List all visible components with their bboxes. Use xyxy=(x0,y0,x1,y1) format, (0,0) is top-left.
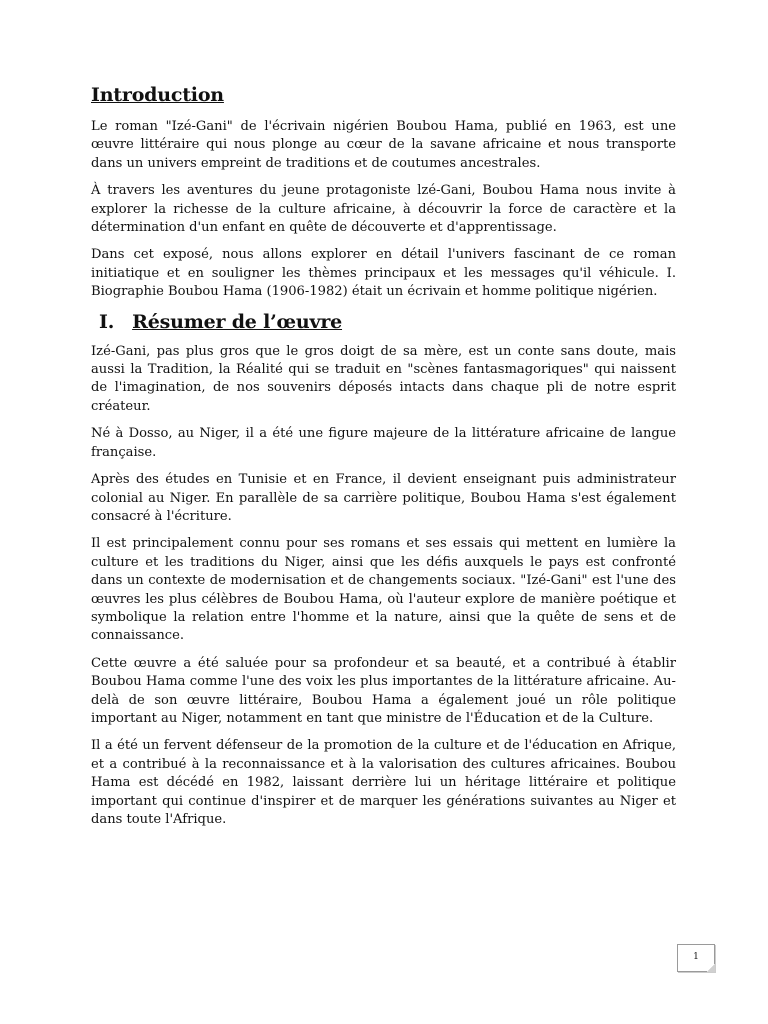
section-paragraph: Il a été un fervent défenseur de la promotion de la culture et de l'éducation en Afrique, et a contribué à la reconnaissance et à la valorisation des cultures africaines. Boubou Hama est décédé en 1982, laissant derrière lui un héritage littéraire et politique important qui continue d'inspirer et de marquer les générations suivantes au Niger et dans toute l'Afrique. xyxy=(91,738,676,827)
section-number: I. xyxy=(99,310,115,333)
page-number-box: 1 xyxy=(677,944,715,972)
intro-paragraph: Dans cet exposé, nous allons explorer en détail l'univers fascinant de ce roman initiatique et en souligner les thèmes principaux et les messages qu'il véhicule. I. Biographie Boubou Hama (1906-1982) était un écrivain et homme politique nigérien. xyxy=(91,247,676,300)
section-paragraph: Après des études en Tunisie et en France, il devient enseignant puis administrateur colonial au Niger. En parallèle de sa carrière politique, Boubou Hama s'est également consacré à l'écriture. xyxy=(91,472,676,524)
section-paragraph: Izé-Gani, pas plus gros que le gros doigt de sa mère, est un conte sans doute, mais aussi la Tradition, la Réalité qui se traduit en "scènes fantasmagoriques" qui naissent de l'imagination, de nos souvenirs déposés intacts dans chaque pli de notre esprit créateur. xyxy=(91,343,676,414)
section-paragraph: Il est principalement connu pour ses romans et ses essais qui mettent en lumière la culture et les traditions du Niger, ainsi que les défis auxquels le pays est confronté dans un contexte de modernisation et de changements sociaux. "Izé-Gani" est l'une des œuvres les plus célèbres de Boubou Hama, où l'auteur explore de manière poétique et symbolique la relation entre l'homme et la nature, ainsi que la quête de sens et de connaissance. xyxy=(91,536,676,644)
section-paragraph: Cette œuvre a été saluée pour sa profondeur et sa beauté, et a contribué à établir Boubou Hama comme l'une des voix les plus importantes de la littérature africaine. Au-delà de son œuvre littéraire, Boubou Hama a également joué un rôle politique important au Niger, notamment en tant que ministre de l'Éducation et de la Culture. xyxy=(91,655,676,726)
section-title: Résumer de l’œuvre xyxy=(132,310,343,333)
section-heading xyxy=(99,311,676,333)
intro-paragraph: Le roman "Izé-Gani" de l'écrivain nigérien Boubou Hama, publié en 1963, est une œuvre littéraire qui nous plonge au cœur de la savane africaine et nous transporte dans un univers empreint de traditions et de coutumes ancestrales. xyxy=(91,119,676,171)
document-page xyxy=(91,84,676,838)
intro-heading: Introduction xyxy=(91,84,224,106)
section-paragraph: Né à Dosso, au Niger, il a été une figure majeure de la littérature africaine de langue française. xyxy=(91,426,676,460)
intro-paragraph: À travers les aventures du jeune protagoniste lzé-Gani, Boubou Hama nous invite à explorer la richesse de la culture africaine, à découvrir la force de caractère et la détermination d'un enfant en quête de découverte et d'apprentissage. xyxy=(91,183,676,236)
